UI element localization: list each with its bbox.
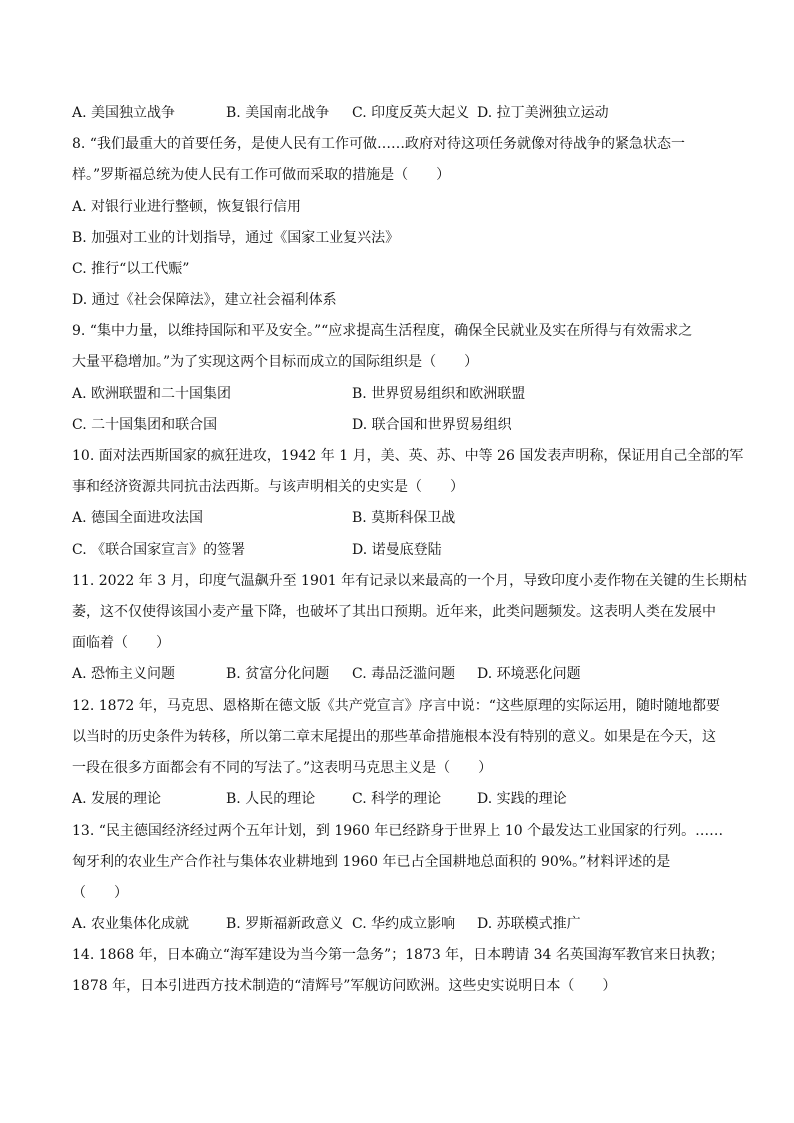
- q8-stem-line-1: 8. “我们最重大的首要任务，是使人民有工作可做……政府对待这项任务就像对待战争的紧急状态一: [72, 136, 685, 152]
- q12-option-a[interactable]: A. 发展的理论: [72, 791, 162, 807]
- q7-option-c[interactable]: C. 印度反英大起义: [352, 105, 470, 121]
- q13-option-c[interactable]: C. 华约成立影响: [352, 916, 456, 932]
- q14-stem-line-1: 14. 1868 年，日本确立“海军建设为当今第一急务”；1873 年，日本聘请 34 名英国海军教官来日执教；: [72, 947, 724, 963]
- q10-option-b[interactable]: B. 莫斯科保卫战: [352, 510, 456, 526]
- q7-option-d[interactable]: D. 拉丁美洲独立运动: [477, 105, 609, 121]
- q8-option-c[interactable]: C. 推行“以工代赈”: [72, 261, 190, 277]
- q11-stem-line-1: 11. 2022 年 3 月，印度气温飙升至 1901 年有记录以来最高的一个月，导致印度小麦作物在关键的生长期枯: [72, 573, 748, 589]
- q9-option-b[interactable]: B. 世界贸易组织和欧洲联盟: [352, 386, 526, 402]
- q12-stem-line-1: 12. 1872 年，马克思、恩格斯在德文版《共产党宣言》序言中说：“这些原理的实际运用，随时随地都要: [72, 698, 720, 714]
- q11-stem-line-3: 面临着（ ）: [72, 635, 170, 651]
- q12-option-b[interactable]: B. 人民的理论: [226, 791, 316, 807]
- q12-stem-line-2: 以当时的历史条件为转移，所以第二章末尾提出的那些革命措施根本没有特别的意义。如果是在今天，这: [72, 729, 716, 745]
- q8-option-a[interactable]: A. 对银行业进行整顿，恢复银行信用: [72, 199, 302, 215]
- q10-stem-line-1: 10. 面对法西斯国家的疯狂进攻，1942 年 1 月，美、英、苏、中等 26 国发表声明称，保证用自己全部的军: [72, 448, 744, 464]
- q8-option-b[interactable]: B. 加强对工业的计划指导，通过《国家工业复兴法》: [72, 230, 400, 246]
- q8-option-d[interactable]: D. 通过《社会保障法》，建立社会福利体系: [72, 292, 337, 308]
- q11-option-b[interactable]: B. 贫富分化问题: [226, 666, 330, 682]
- q12-option-d[interactable]: D. 实践的理论: [477, 791, 567, 807]
- q11-stem-line-2: 萎，这不仅使得该国小麦产量下降，也破坏了其出口预期。近年来，此类问题频发。这表明人类在发展中: [72, 604, 716, 620]
- q9-stem-line-2: 大量平稳增加。”为了实现这两个目标而成立的国际组织是（ ）: [72, 354, 479, 370]
- q10-stem-line-2: 事和经济资源共同抗击法西斯。与该声明相关的史实是（ ）: [72, 479, 464, 495]
- q13-option-a[interactable]: A. 农业集体化成就: [72, 916, 190, 932]
- q10-option-a[interactable]: A. 德国全面进攻法国: [72, 510, 204, 526]
- q9-stem-line-1: 9. “集中力量，以维持国际和平及安全。”“应求提高生活程度，确保全民就业及实在所得与有效需求之: [72, 323, 693, 339]
- q9-option-d[interactable]: D. 联合国和世界贸易组织: [352, 417, 512, 433]
- q11-option-c[interactable]: C. 毒品泛滥问题: [352, 666, 456, 682]
- q13-stem-line-3: （ ）: [72, 885, 128, 901]
- q12-stem-line-3: 一段在很多方面都会有不同的写法了。”这表明马克思主义是（ ）: [72, 760, 493, 776]
- q13-option-b[interactable]: B. 罗斯福新政意义: [226, 916, 344, 932]
- q14-stem-line-2: 1878 年，日本引进西方技术制造的“清辉号”军舰访问欧洲。这些史实说明日本（ ）: [72, 978, 617, 994]
- q13-stem-line-1: 13. “民主德国经济经过两个五年计划，到 1960 年已经跻身于世界上 10 个最发达工业国家的行列。……: [72, 823, 724, 839]
- q11-option-d[interactable]: D. 环境恶化问题: [477, 666, 581, 682]
- q9-option-a[interactable]: A. 欧洲联盟和二十国集团: [72, 386, 232, 402]
- q10-option-d[interactable]: D. 诺曼底登陆: [352, 542, 442, 558]
- q13-stem-line-2: 匈牙利的农业生产合作社与集体农业耕地到 1960 年已占全国耕地总面积的 90%。”材料评述的是: [72, 854, 671, 870]
- q7-option-a[interactable]: A. 美国独立战争: [72, 105, 176, 121]
- q9-option-c[interactable]: C. 二十国集团和联合国: [72, 417, 218, 433]
- q8-stem-line-2: 样。”罗斯福总统为使人民有工作可做而采取的措施是（ ）: [72, 167, 451, 183]
- q10-option-c[interactable]: C. 《联合国家宣言》的签署: [72, 542, 246, 558]
- q7-option-b[interactable]: B. 美国南北战争: [226, 105, 330, 121]
- q13-option-d[interactable]: D. 苏联模式推广: [477, 916, 581, 932]
- q11-option-a[interactable]: A. 恐怖主义问题: [72, 666, 176, 682]
- q12-option-c[interactable]: C. 科学的理论: [352, 791, 442, 807]
